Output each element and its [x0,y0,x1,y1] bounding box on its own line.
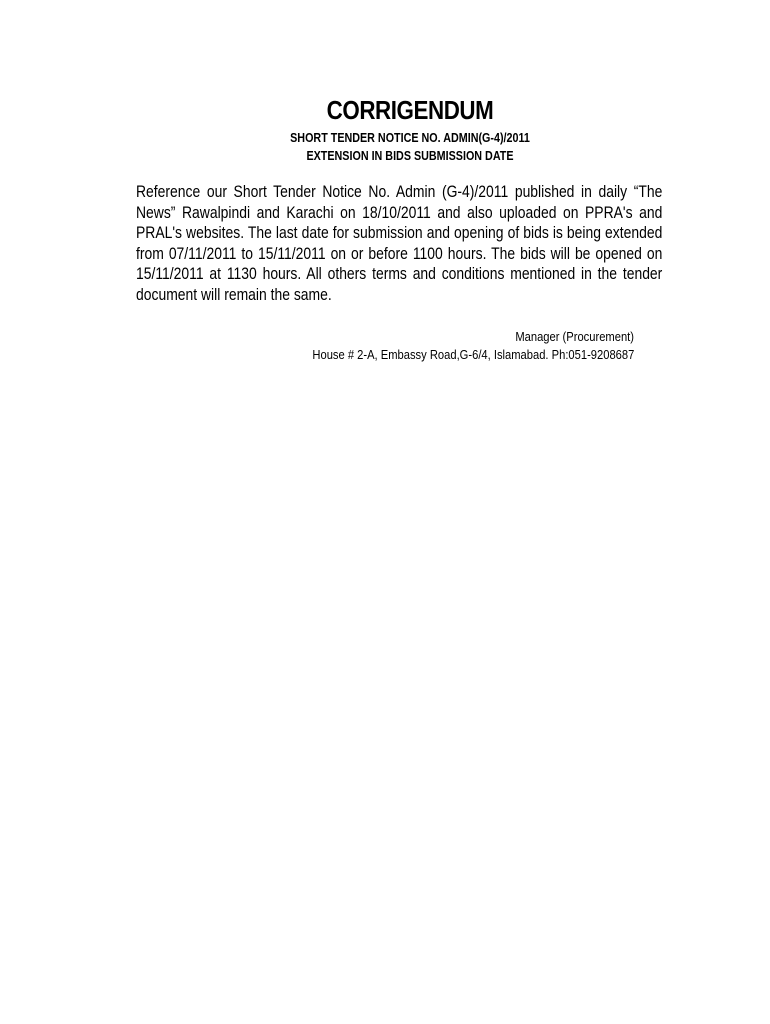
notice-body: Reference our Short Tender Notice No. Admin (G-4)/2011 published in daily “The News” Rawalpindi and Karachi on 18/10/2011 and also uploaded on PPRA's and PRAL's websites. The last date for submission and opening of bids is being extended from 07/11/2011 to 15/11/2011 on or before 1100 hours. The bids will be opened on 15/11/2011 at 1130 hours. All others terms and conditions mentioned in the tender document will remain the same. [136,183,663,304]
signatory-title: Manager (Procurement) [515,329,634,344]
signatory-address: House # 2-A, Embassy Road,G-6/4, Islamabad. Ph:051-9208687 [312,347,634,362]
document-title: CORRIGENDUM [326,95,494,125]
notice-subject: EXTENSION IN BIDS SUBMISSION DATE [306,149,514,163]
tender-notice-number: SHORT TENDER NOTICE NO. ADMIN(G-4)/2011 [290,131,530,145]
